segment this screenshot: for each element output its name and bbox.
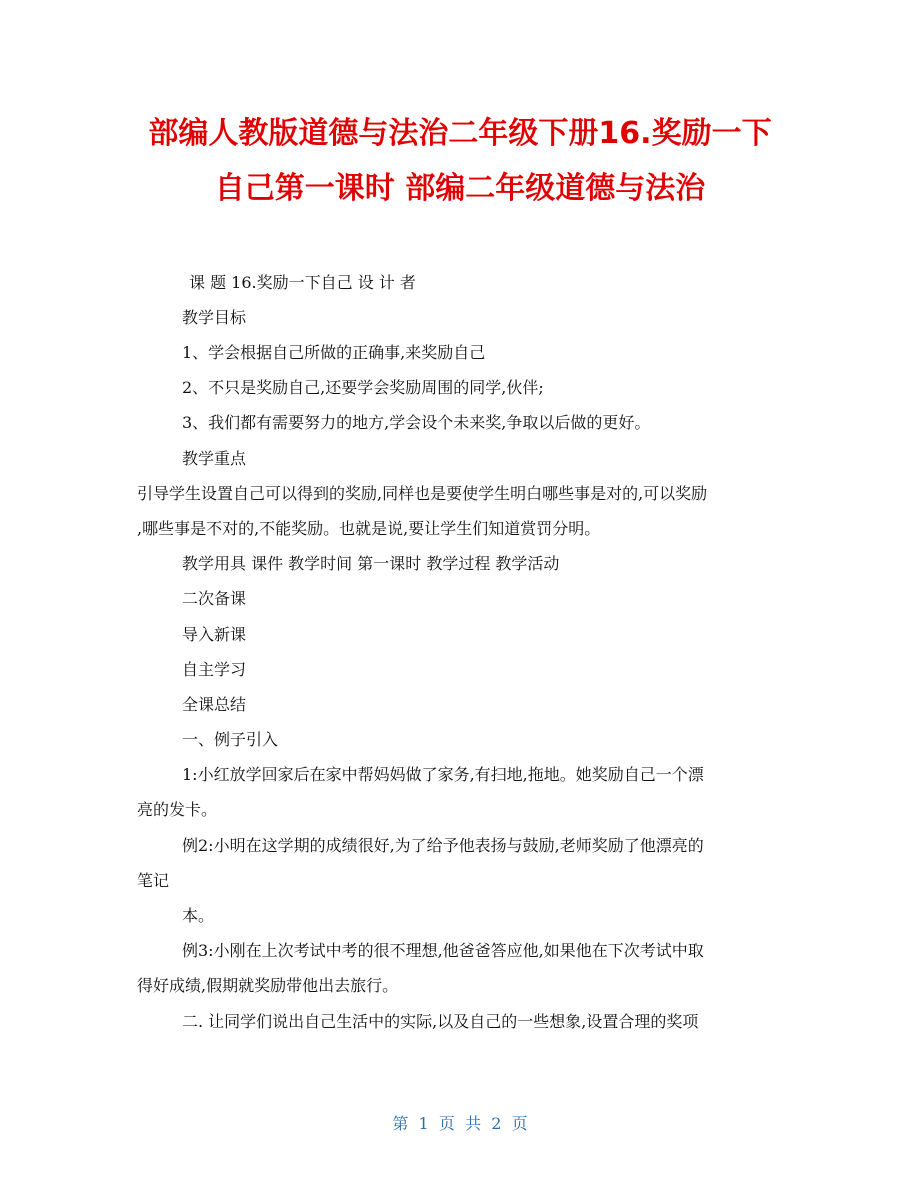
key-points-paragraph-line-1: 引导学生设置自己可以得到的奖励,同样也是要使学生明白哪些事是对的,可以奖励 <box>137 484 708 503</box>
example-3-line-1: 例3:小刚在上次考试中考的很不理想,他爸爸答应他,如果他在下次考试中取 <box>182 941 704 960</box>
example-2-line-1: 例2:小明在这学期的成绩很好,为了给予他表扬与鼓励,老师奖励了他漂亮的 <box>182 836 704 855</box>
section-heading-key-points: 教学重点 <box>182 449 247 468</box>
example-1-line-1: 1:小红放学回家后在家中帮妈妈做了家务,有扫地,拖地。她奖励自己一个漂 <box>182 765 704 784</box>
lesson-summary-label: 全课总结 <box>182 695 247 714</box>
self-study-label: 自主学习 <box>182 660 247 679</box>
example-1-line-2: 亮的发卡。 <box>137 800 218 819</box>
key-points-paragraph-line-2: ,哪些事是不对的,不能奖励。也就是说,要让学生们知道赏罚分明。 <box>137 519 601 538</box>
objective-item-3: 3、我们都有需要努力的地方,学会设个未来奖,争取以后做的更好。 <box>182 413 651 432</box>
course-info-line: 课 题 16.奖励一下自己 设 计 者 <box>189 273 416 292</box>
second-prep-label: 二次备课 <box>182 589 247 608</box>
example-2-line-3: 本。 <box>182 906 215 925</box>
teaching-tools-line: 教学用具 课件 教学时间 第一课时 教学过程 教学活动 <box>182 554 560 573</box>
example-3-line-2: 得好成绩,假期就奖励带他出去旅行。 <box>137 976 399 995</box>
page-footer: 第 1 页 共 2 页 <box>392 1114 528 1133</box>
section-heading-part-two: 二. 让同学们说出自己生活中的实际,以及自己的一些想象,设置合理的奖项 <box>182 1012 699 1031</box>
objective-item-2: 2、不只是奖励自己,还要学会奖励周围的同学,伙伴; <box>182 378 544 397</box>
objective-item-1: 1、学会根据自己所做的正确事,来奖励自己 <box>182 343 486 362</box>
intro-new-lesson-label: 导入新课 <box>182 625 247 644</box>
title-line-2: 自己第一课时 部编二年级道德与法治 <box>214 171 706 206</box>
section-heading-objectives: 教学目标 <box>182 308 247 327</box>
title-line-1: 部编人教版道德与法治二年级下册16.奖励一下 <box>148 116 772 151</box>
example-2-line-2: 笔记 <box>137 871 170 890</box>
section-heading-examples: 一、例子引入 <box>182 730 279 749</box>
